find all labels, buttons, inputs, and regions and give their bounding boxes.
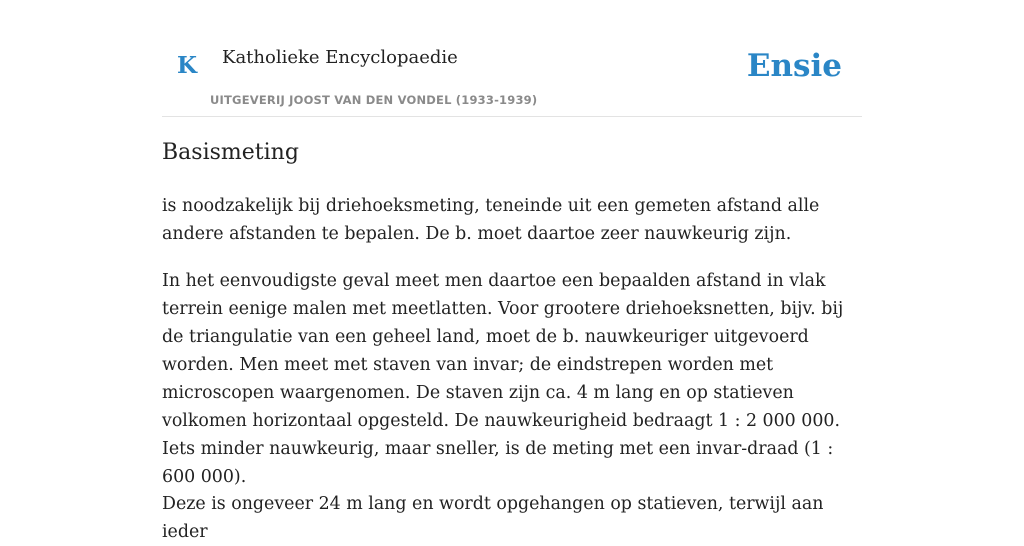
article-paragraph-1: is noodzakelijk bij driehoeksmeting, teneinde uit een gemeten afstand alle andere afstanden te bepalen. De b. moet daartoe zeer nauwkeurig zijn. xyxy=(162,196,820,244)
article-paragraph-2: In het eenvoudigste geval meet men daartoe een bepaalden afstand in vlak terrein eenige malen met meetlatten. Voor grootere driehoeksnetten, bijv. bij de triangulatie van een geheel land, moet de b. nauwkeuriger uitgevoerd worden. Men meet met staven van invar; de eindstrepen worden met microscopen waargenomen. De staven zijn ca. 4 m lang en op statieven volkomen horizontaal opgesteld. De nauwkeurigheid bedraagt 1 : 2 000 000. Iets minder nauwkeurig, maar sneller, is de meting met een invar-draad (1 : 600 000). xyxy=(162,271,844,487)
content-container xyxy=(162,0,862,542)
article-title: Basismeting xyxy=(162,140,299,165)
site-header xyxy=(162,0,862,117)
encyclopedia-title[interactable]: Katholieke Encyclopaedie xyxy=(222,47,458,68)
ensie-brand-link[interactable]: Ensie xyxy=(746,48,842,84)
publisher-label: UITGEVERIJ JOOST VAN DEN VONDEL (1933-1939) xyxy=(210,93,538,107)
encyclopedia-logo[interactable]: K xyxy=(177,52,197,79)
article-paragraph-3: Deze is ongeveer 24 m lang en wordt opgehangen op statieven, terwijl aan ieder xyxy=(162,494,824,542)
